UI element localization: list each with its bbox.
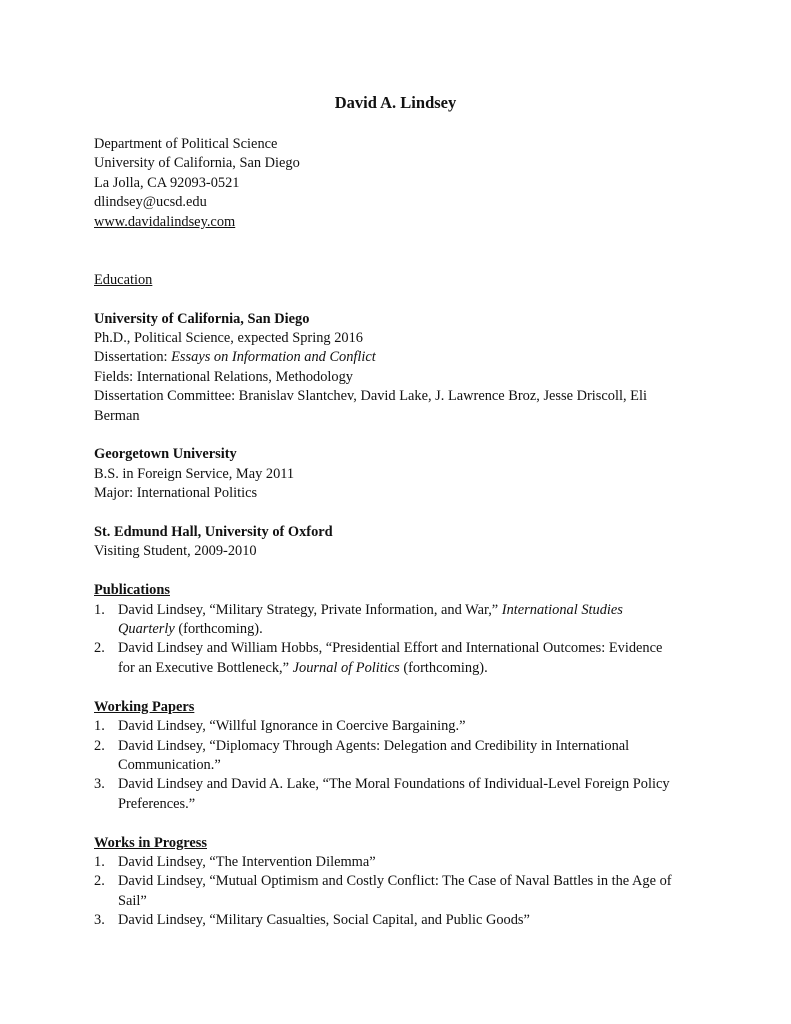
dissertation-title: Essays on Information and Conflict bbox=[171, 349, 376, 366]
publication-suffix: (forthcoming). bbox=[399, 659, 488, 676]
publications-section bbox=[94, 581, 704, 678]
publication-text: David Lindsey and William Hobbs, “Presidential Effort and International Outcomes: Evidence for an Executive Bottleneck,” bbox=[118, 640, 663, 676]
education-heading: Education bbox=[94, 271, 153, 288]
list-number: 1. bbox=[94, 601, 105, 618]
paper-text: David Lindsey, “Willful Ignorance in Coercive Bargaining.” bbox=[118, 718, 466, 735]
georgetown-degree: B.S. in Foreign Service, May 2011 bbox=[94, 465, 295, 482]
works-in-progress-section bbox=[94, 834, 704, 931]
list-number: 1. bbox=[94, 718, 105, 735]
list-item bbox=[94, 639, 669, 678]
oxford-school: St. Edmund Hall, University of Oxford bbox=[94, 524, 333, 541]
publication-journal: International Studies Quarterly bbox=[118, 601, 623, 638]
list-number: 2. bbox=[94, 873, 105, 890]
list-number: 2. bbox=[94, 737, 105, 754]
publication-text: David Lindsey, “Military Strategy, Private Information, and War,” bbox=[118, 601, 502, 618]
paper-text: David Lindsey and David A. Lake, “The Moral Foundations of Individual-Level Foreign Policy Preferences.” bbox=[118, 776, 670, 812]
publications-heading: Publications bbox=[94, 582, 170, 599]
oxford-status: Visiting Student, 2009-2010 bbox=[94, 543, 257, 560]
list-number: 3. bbox=[94, 912, 105, 929]
working-papers-heading: Working Papers bbox=[94, 698, 195, 715]
contact-email: dlindsey@ucsd.edu bbox=[94, 194, 207, 211]
works-in-progress-heading: Works in Progress bbox=[94, 834, 208, 851]
paper-text: David Lindsey, “Diplomacy Through Agents: Delegation and Credibility in International Communication.” bbox=[118, 737, 630, 773]
working-papers-section bbox=[94, 698, 704, 814]
work-text: David Lindsey, “Mutual Optimism and Costly Conflict: The Case of Naval Battles in the Age of Sail” bbox=[118, 873, 672, 909]
dissertation-label: Dissertation: bbox=[94, 349, 172, 366]
cv-content bbox=[94, 135, 704, 931]
ucsd-dissertation bbox=[94, 348, 704, 367]
publication-suffix: (forthcoming). bbox=[174, 621, 263, 638]
contact-address: La Jolla, CA 92093-0521 bbox=[94, 174, 240, 191]
ucsd-school: University of California, San Diego bbox=[94, 310, 310, 327]
list-item bbox=[94, 911, 674, 930]
website-link[interactable]: www.davidalindsey.com bbox=[94, 213, 236, 230]
georgetown-school: Georgetown University bbox=[94, 446, 237, 463]
contact-university: University of California, San Diego bbox=[94, 155, 300, 172]
contact-department: Department of Political Science bbox=[94, 136, 278, 152]
list-number: 1. bbox=[94, 853, 105, 870]
list-item bbox=[94, 853, 674, 872]
list-item bbox=[94, 717, 674, 736]
page-title: David A. Lindsey bbox=[334, 93, 457, 112]
list-number: 2. bbox=[94, 640, 105, 657]
list-item bbox=[94, 737, 674, 776]
ucsd-committee: Dissertation Committee: Branislav Slantchev, David Lake, J. Lawrence Broz, Jesse Driscoll, Eli Berman bbox=[94, 388, 647, 424]
list-item bbox=[94, 601, 669, 640]
contact-block bbox=[94, 135, 704, 232]
georgetown-major: Major: International Politics bbox=[94, 485, 258, 502]
list-number: 3. bbox=[94, 776, 105, 793]
publication-journal: Journal of Politics bbox=[292, 659, 400, 676]
list-item bbox=[94, 872, 674, 911]
work-text: David Lindsey, “The Intervention Dilemma” bbox=[118, 853, 376, 870]
education-section bbox=[94, 271, 704, 562]
ucsd-fields: Fields: International Relations, Methodology bbox=[94, 368, 353, 385]
ucsd-degree: Ph.D., Political Science, expected Spring 2016 bbox=[94, 330, 363, 347]
work-text: David Lindsey, “Military Casualties, Social Capital, and Public Goods” bbox=[118, 912, 530, 929]
list-item bbox=[94, 775, 674, 814]
